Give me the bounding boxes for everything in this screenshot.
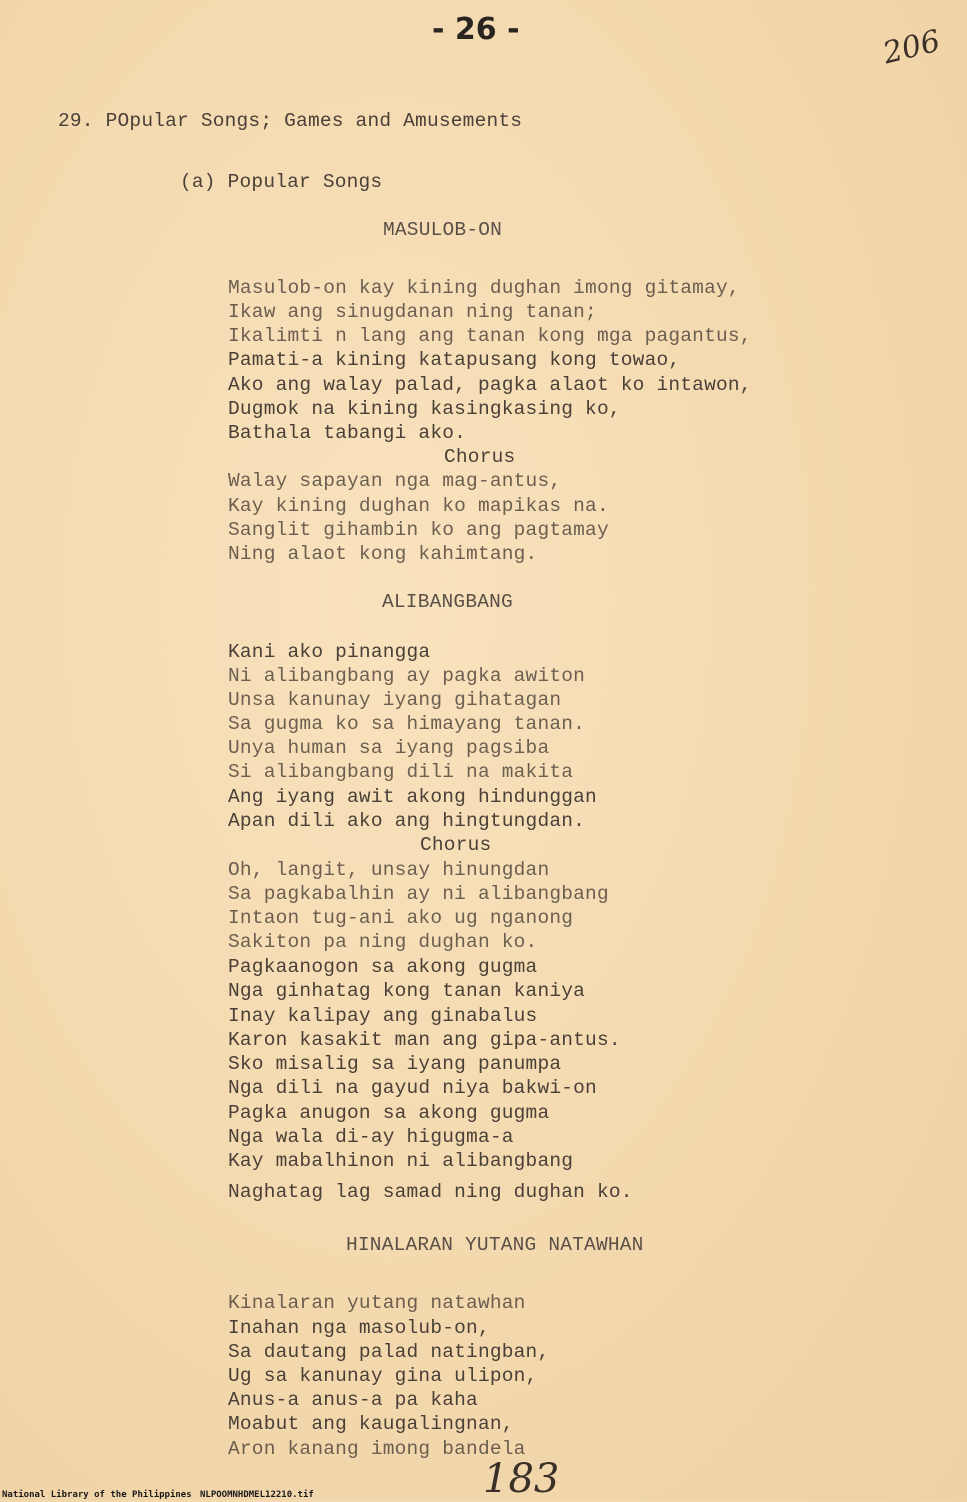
verse-line: Pamati-a kining katapusang kong towao, <box>228 349 681 371</box>
verse-line: Dugmok na kining kasingkasing ko, <box>228 398 621 420</box>
verse-line: Ni alibangbang ay pagka awiton <box>228 665 586 687</box>
section-title: 29. POpular Songs; Games and Amusements <box>58 110 523 132</box>
verse-line: Anus-a anus-a pa kaha <box>228 1389 478 1411</box>
chorus-line: Naghatag lag samad ning dughan ko. <box>228 1181 633 1203</box>
chorus-line: Nga ginhatag kong tanan kaniya <box>228 980 586 1002</box>
chorus-line: Pagkaanogon sa akong gugma <box>228 956 538 978</box>
verse-line: Aron kanang imong bandela <box>228 1438 526 1460</box>
stamped-page-number: 206 <box>879 23 944 72</box>
handwritten-folio-number: 183 <box>483 1456 560 1502</box>
chorus-line: Inay kalipay ang ginabalus <box>228 1005 538 1027</box>
song-title: HINALARAN YUTANG NATAWHAN <box>346 1234 644 1256</box>
chorus-line: Nga wala di-ay higugma-a <box>228 1126 514 1148</box>
verse-line: Inahan nga masolub-on, <box>228 1317 490 1339</box>
chorus-line: Intaon tug-ani ako ug nganong <box>228 907 574 929</box>
file-name: NLPOOMNHDMEL12210.tif <box>200 1490 314 1500</box>
verse-line: Sa gugma ko sa himayang tanan. <box>228 713 586 735</box>
verse-line: Moabut ang kaugalingnan, <box>228 1413 514 1435</box>
chorus-label: Chorus <box>420 834 492 856</box>
verse-line: Ako ang walay palad, pagka alaot ko intawon, <box>228 374 752 396</box>
verse-line: Masulob-on kay kining dughan imong gitamay, <box>228 277 740 299</box>
chorus-line: Sanglit gihambin ko ang pagtamay <box>228 519 609 541</box>
chorus-line: Karon kasakit man ang gipa-antus. <box>228 1029 621 1051</box>
chorus-line: Nga dili na gayud niya bakwi-on <box>228 1077 597 1099</box>
song-title: ALIBANGBANG <box>382 591 513 613</box>
chorus-line: Kay mabalhinon ni alibangbang <box>228 1150 574 1172</box>
verse-line: Ikaw ang sinugdanan ning tanan; <box>228 301 597 323</box>
verse-line: Sa dautang palad natingban, <box>228 1341 550 1363</box>
chorus-line: Ning alaot kong kahimtang. <box>228 543 538 565</box>
verse-line: Si alibangbang dili na makita <box>228 761 574 783</box>
verse-line: Unsa kanunay iyang gihatagan <box>228 689 562 711</box>
verse-line: Apan dili ako ang hingtungdan. <box>228 810 586 832</box>
verse-line: Ikalimti n lang ang tanan kong mga pagantus, <box>228 325 752 347</box>
verse-line: Ug sa kanunay gina ulipon, <box>228 1365 538 1387</box>
chorus-line: Oh, langit, unsay hinungdan <box>228 859 550 881</box>
verse-line: Kinalaran yutang natawhan <box>228 1292 526 1314</box>
chorus-line: Sa pagkabalhin ay ni alibangbang <box>228 883 609 905</box>
chorus-line: Sakiton pa ning dughan ko. <box>228 931 538 953</box>
verse-line: Unya human sa iyang pagsiba <box>228 737 550 759</box>
page-number: - 26 - <box>432 12 520 47</box>
song-title: MASULOB-ON <box>383 219 503 241</box>
verse-line: Kani ako pinangga <box>228 641 431 663</box>
chorus-line: Pagka anugon sa akong gugma <box>228 1102 550 1124</box>
chorus-line: Walay sapayan nga mag-antus, <box>228 470 562 492</box>
subsection-title: (a) Popular Songs <box>180 171 383 193</box>
chorus-label: Chorus <box>444 446 516 468</box>
verse-line: Bathala tabangi ako. <box>228 422 467 444</box>
verse-line: Ang iyang awit akong hindunggan <box>228 786 597 808</box>
library-credit: National Library of the Philippines <box>2 1490 192 1500</box>
chorus-line: Kay kining dughan ko mapikas na. <box>228 495 609 517</box>
chorus-line: Sko misalig sa iyang panumpa <box>228 1053 562 1075</box>
